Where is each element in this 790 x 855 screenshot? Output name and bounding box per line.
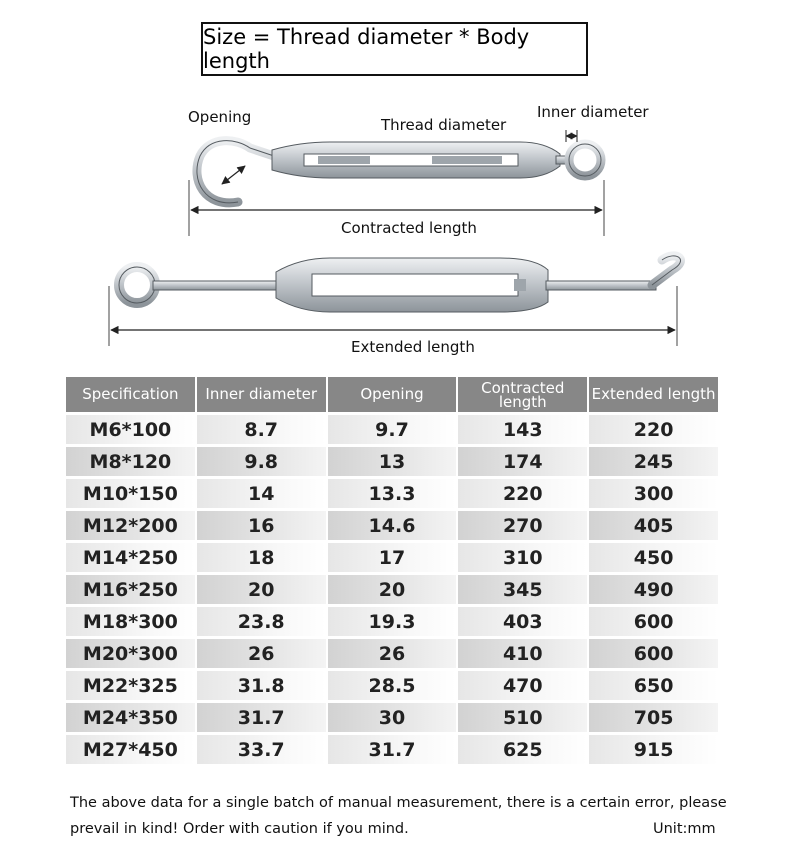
cell-opening: 31.7 <box>328 735 457 764</box>
table-header-row <box>66 377 718 412</box>
cell-specification: M10*150 <box>66 479 195 508</box>
cell-extended-length: 490 <box>589 575 718 604</box>
table-row <box>66 479 718 508</box>
table-row <box>66 735 718 764</box>
cell-extended-length: 600 <box>589 607 718 636</box>
cell-specification: M20*300 <box>66 639 195 668</box>
cell-extended-length: 450 <box>589 543 718 572</box>
table-row <box>66 703 718 732</box>
cell-inner-diameter: 23.8 <box>197 607 326 636</box>
contracted-length-label: Contracted length <box>341 219 477 237</box>
title-box <box>201 22 588 76</box>
cell-specification: M16*250 <box>66 575 195 604</box>
cell-specification: M12*200 <box>66 511 195 540</box>
cell-inner-diameter: 18 <box>197 543 326 572</box>
cell-opening: 13 <box>328 447 457 476</box>
cell-contracted-length: 270 <box>458 511 587 540</box>
cell-opening: 14.6 <box>328 511 457 540</box>
cell-contracted-length: 410 <box>458 639 587 668</box>
cell-specification: M18*300 <box>66 607 195 636</box>
table-row <box>66 671 718 700</box>
title-text: Size = Thread diameter * Body length <box>203 25 530 73</box>
cell-opening: 30 <box>328 703 457 732</box>
cell-specification: M14*250 <box>66 543 195 572</box>
cell-contracted-length: 174 <box>458 447 587 476</box>
table-row <box>66 415 718 444</box>
cell-contracted-length: 403 <box>458 607 587 636</box>
cell-opening: 20 <box>328 575 457 604</box>
table-row <box>66 447 718 476</box>
cell-opening: 19.3 <box>328 607 457 636</box>
header-opening: Opening <box>328 377 457 412</box>
cell-opening: 26 <box>328 639 457 668</box>
header-contracted-length: Contracted length <box>458 377 587 412</box>
cell-opening: 13.3 <box>328 479 457 508</box>
cell-inner-diameter: 20 <box>197 575 326 604</box>
cell-opening: 9.7 <box>328 415 457 444</box>
disclaimer-line-2: prevail in kind! Order with caution if you mind. <box>70 821 409 837</box>
cell-contracted-length: 510 <box>458 703 587 732</box>
table-body <box>66 415 718 764</box>
cell-opening: 28.5 <box>328 671 457 700</box>
cell-contracted-length: 625 <box>458 735 587 764</box>
table-row <box>66 607 718 636</box>
cell-contracted-length: 345 <box>458 575 587 604</box>
table-row <box>66 575 718 604</box>
cell-inner-diameter: 9.8 <box>197 447 326 476</box>
cell-extended-length: 245 <box>589 447 718 476</box>
cell-contracted-length: 220 <box>458 479 587 508</box>
header-extended-length: Extended length <box>589 377 718 412</box>
thread-diameter-label: Thread diameter <box>381 116 507 134</box>
table-row <box>66 511 718 540</box>
cell-specification: M6*100 <box>66 415 195 444</box>
cell-extended-length: 705 <box>589 703 718 732</box>
cell-extended-length: 300 <box>589 479 718 508</box>
header-specification: Specification <box>66 377 195 412</box>
inner-diameter-label: Inner diameter <box>537 103 649 121</box>
header-inner-diameter: Inner diameter <box>197 377 326 412</box>
cell-inner-diameter: 31.8 <box>197 671 326 700</box>
cell-contracted-length: 470 <box>458 671 587 700</box>
cell-inner-diameter: 16 <box>197 511 326 540</box>
cell-opening: 17 <box>328 543 457 572</box>
cell-extended-length: 405 <box>589 511 718 540</box>
turnbuckle-diagram <box>0 90 790 360</box>
specification-table <box>64 374 720 767</box>
extended-turnbuckle <box>109 256 681 346</box>
opening-label: Opening <box>188 108 252 126</box>
table-row <box>66 543 718 572</box>
cell-specification: M22*325 <box>66 671 195 700</box>
disclaimer-line-1: The above data for a single batch of manual measurement, there is a certain error, please <box>70 795 727 811</box>
cell-inner-diameter: 26 <box>197 639 326 668</box>
cell-specification: M8*120 <box>66 447 195 476</box>
cell-contracted-length: 143 <box>458 415 587 444</box>
cell-inner-diameter: 33.7 <box>197 735 326 764</box>
extended-length-label: Extended length <box>351 338 475 356</box>
cell-inner-diameter: 14 <box>197 479 326 508</box>
unit-label: Unit:mm <box>653 821 716 837</box>
table-row <box>66 639 718 668</box>
cell-extended-length: 220 <box>589 415 718 444</box>
cell-extended-length: 915 <box>589 735 718 764</box>
cell-contracted-length: 310 <box>458 543 587 572</box>
cell-extended-length: 650 <box>589 671 718 700</box>
cell-specification: M24*350 <box>66 703 195 732</box>
cell-inner-diameter: 31.7 <box>197 703 326 732</box>
cell-specification: M27*450 <box>66 735 195 764</box>
cell-inner-diameter: 8.7 <box>197 415 326 444</box>
cell-extended-length: 600 <box>589 639 718 668</box>
